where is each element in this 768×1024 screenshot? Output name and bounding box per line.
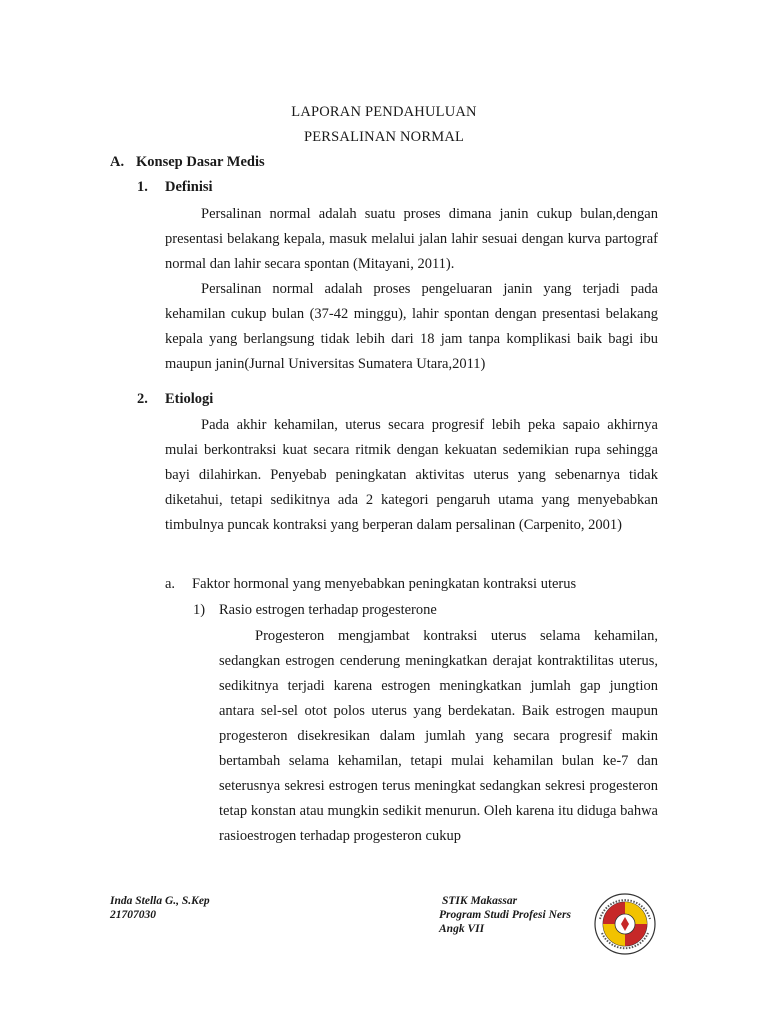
list-item-a-marker: a.: [165, 576, 176, 592]
subsection-1-marker: 1.: [137, 179, 148, 195]
stik-makassar-seal-icon: [594, 893, 656, 955]
footer-nim: 21707030: [110, 909, 156, 921]
definition-paragraph-1: Persalinan normal adalah suatu proses dimana janin cukup bulan,dengan presentasi belakang kepala, masuk melalui jalan lahir sesuai dengan kurva partograf normal dan lahir secara spontan (Mitayani, 2011).: [165, 206, 658, 272]
section-a-label: Konsep Dasar Medis: [136, 154, 265, 170]
progesterone-paragraph: Progesteron mengjambat kontraksi uterus selama kehamilan, sedangkan estrogen cenderung meningkatkan derajat kontraktilitas uterus, sedikitnya terjadi karena estrogen meningkatkan jumlah gap jungtion antara sel-sel otot polos uterus yang berdekatan. Baik estrogen maupun progesteron disekresikan dalam jumlah yang secara progresif makin bertambah selama kehamilan, tetapi mulai kehamilan bulan ke-7 dan seterusnya sekresi estrogen terus meningkat sedangkan sekresi progesteron tetap konstan atau mungkin sedikit menurun. Oleh karena itu diduga bahwa rasioestrogen terhadap progesteron cukup: [219, 628, 658, 844]
footer-right: [439, 894, 571, 936]
subsection-2-marker: 2.: [137, 391, 148, 407]
subsection-2-label: Etiologi: [165, 391, 214, 407]
list-item-1-marker: 1): [193, 602, 206, 618]
footer-left: [110, 894, 210, 922]
footer-program: Program Studi Profesi Ners: [439, 909, 571, 921]
definition-paragraph-2: Persalinan normal adalah proses pengeluaran janin yang terjadi pada kehamilan cukup bulan (37-42 minggu), lahir spontan dengan presentasi belakang kepala yang berlangsung tidak lebih dari 18 jam tanpa komplikasi baik bagi ibu maupun janin(Jurnal Universitas Sumatera Utara,2011): [165, 281, 658, 372]
subsection-1-label: Definisi: [165, 179, 213, 195]
document-subtitle: PERSALINAN NORMAL: [303, 129, 465, 145]
etiology-paragraph: Pada akhir kehamilan, uterus secara progresif lebih peka sapaio akhirnya mulai berkontraksi kuat secara ritmik dengan kekuatan sedemikian rupa sehingga bayi dilahirkan. Penyebab peningkatan aktivitas uterus yang sebenarnya tidak diketahui, tetapi sedikitnya ada 2 kategori pengaruh utama yang menyebabkan timbulnya puncak kontraksi yang berperan dalam persalinan (Carpenito, 2001): [165, 417, 658, 533]
document-title: LAPORAN PENDAHULUAN: [291, 104, 477, 120]
footer-institution: STIK Makassar: [442, 895, 518, 907]
footer-author: Inda Stella G., S.Kep: [110, 895, 210, 907]
list-item-1-label: Rasio estrogen terhadap progesterone: [219, 602, 437, 618]
footer-angkatan: Angk VII: [439, 923, 485, 935]
section-a-marker: A.: [110, 154, 125, 170]
list-item-a-label: Faktor hormonal yang menyebabkan peningkatan kontraksi uterus: [192, 576, 577, 592]
